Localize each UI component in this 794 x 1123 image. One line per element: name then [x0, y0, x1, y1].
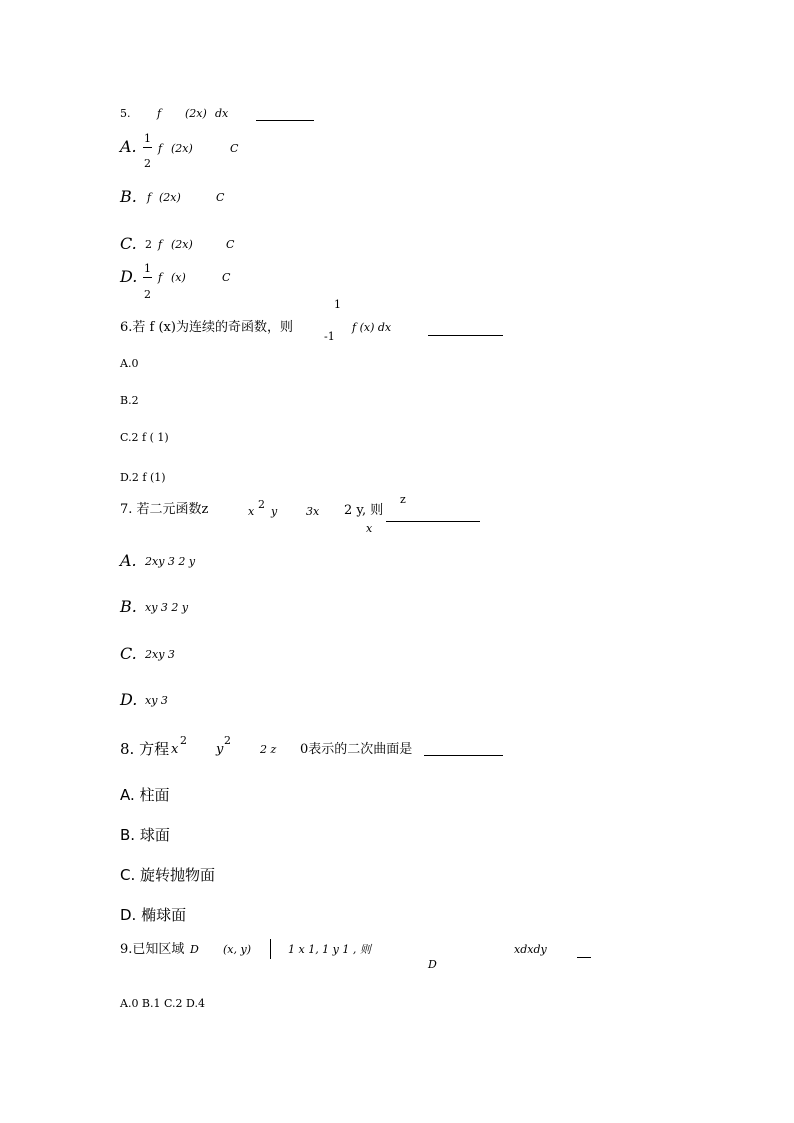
- q9-set-bar: [270, 939, 271, 959]
- q7-x: x: [248, 505, 255, 518]
- q5-dx: dx: [215, 107, 229, 120]
- q7-option-d-body: xy 3: [145, 694, 168, 707]
- q6-text: 6.若 f (x)为连续的奇函数，则: [120, 320, 293, 335]
- q5-option-d-letter: D.: [120, 267, 138, 286]
- q9-conditions: 1 x 1, 1 y 1 , 则: [288, 943, 371, 956]
- q5-arg: (2x): [185, 107, 207, 120]
- q5-option-b-arg: (2x): [159, 191, 181, 204]
- q7-option-a-letter: A.: [120, 551, 137, 570]
- q5-option-a-c: C: [230, 142, 239, 155]
- q8-answer-blank: [424, 755, 503, 756]
- q5-option-d-num: 1: [144, 262, 151, 275]
- q5-option-c-coef: 2: [145, 238, 152, 251]
- q8-option-a: A. 柱面: [120, 786, 170, 804]
- q8-text: 8. 方程: [120, 740, 170, 758]
- q5-option-b-letter: B.: [120, 187, 137, 206]
- q7-answer-blank: [386, 521, 480, 522]
- q7-fraction-top: z: [400, 493, 406, 506]
- q5-option-c-arg: (2x): [171, 238, 193, 251]
- q5-f: f: [157, 107, 162, 120]
- q8-x: x: [171, 742, 179, 757]
- q7-option-b-body: xy 3 2 y: [145, 601, 189, 614]
- q7-option-c-body: 2xy 3: [145, 648, 175, 661]
- q9-integrand: xdxdy: [514, 943, 547, 956]
- q8-option-b: B. 球面: [120, 826, 170, 844]
- q7-option-c-letter: C.: [120, 644, 137, 663]
- q7-y: y: [271, 505, 278, 518]
- q9-text: 9.已知区域: [120, 942, 185, 957]
- q5-option-d-f: f: [158, 271, 163, 284]
- q6-lower-limit: -1: [324, 330, 335, 343]
- q5-option-b-c: C: [216, 191, 225, 204]
- q7-option-d-letter: D.: [120, 690, 138, 709]
- q6-option-c: C.2 f ( 1): [120, 431, 169, 444]
- q5-option-b-f: f: [147, 191, 152, 204]
- q5-option-a-letter: A.: [120, 137, 137, 156]
- q6-option-a: A.0: [120, 357, 139, 370]
- q6-option-b: B.2: [120, 394, 139, 407]
- q8-exponent-2: 2: [224, 734, 231, 747]
- q7-option-b-letter: B.: [120, 597, 137, 616]
- q5-option-a-f: f: [158, 142, 163, 155]
- q8-option-d: D. 椭球面: [120, 906, 187, 924]
- q5-option-c-c: C: [226, 238, 235, 251]
- q5-option-c-f: f: [158, 238, 163, 251]
- q8-2z: 2 z: [260, 743, 277, 756]
- q6-upper-limit: 1: [334, 298, 341, 311]
- q5-option-d-arg: (x): [171, 271, 186, 284]
- q6-integrand: f (x) dx: [352, 321, 392, 334]
- q5-option-d-den: 2: [144, 288, 151, 301]
- q9-subscript-D: D: [428, 958, 437, 971]
- q6-answer-blank: [428, 335, 503, 336]
- q5-number: 5.: [120, 107, 131, 120]
- q8-tail: 0表示的二次曲面是: [300, 742, 413, 757]
- q5-option-d-fraction-bar: [143, 277, 152, 278]
- q8-exponent-1: 2: [180, 734, 187, 747]
- q9-D: D: [190, 943, 199, 956]
- q8-option-c: C. 旋转抛物面: [120, 866, 216, 884]
- q9-options: A.0 B.1 C.2 D.4: [120, 997, 205, 1010]
- q7-option-a-body: 2xy 3 2 y: [145, 555, 196, 568]
- q7-2y-then: 2 y, 则: [344, 503, 384, 518]
- q7-fraction-bottom: x: [366, 522, 373, 535]
- q5-option-a-arg: (2x): [171, 142, 193, 155]
- q5-option-a-den: 2: [144, 157, 151, 170]
- q7-3x: 3x: [306, 505, 320, 518]
- q6-option-d: D.2 f (1): [120, 471, 166, 484]
- q5-option-a-num: 1: [144, 132, 151, 145]
- q5-option-d-c: C: [222, 271, 231, 284]
- q5-option-c-letter: C.: [120, 234, 137, 253]
- q8-y: y: [216, 742, 224, 757]
- q9-set: (x, y): [223, 943, 251, 956]
- q7-text: 7. 若二元函数z: [120, 502, 209, 517]
- q9-answer-blank: [577, 957, 591, 958]
- q7-exponent: 2: [258, 498, 265, 511]
- q5-answer-blank: [256, 120, 314, 121]
- q5-option-a-fraction-bar: [143, 147, 152, 148]
